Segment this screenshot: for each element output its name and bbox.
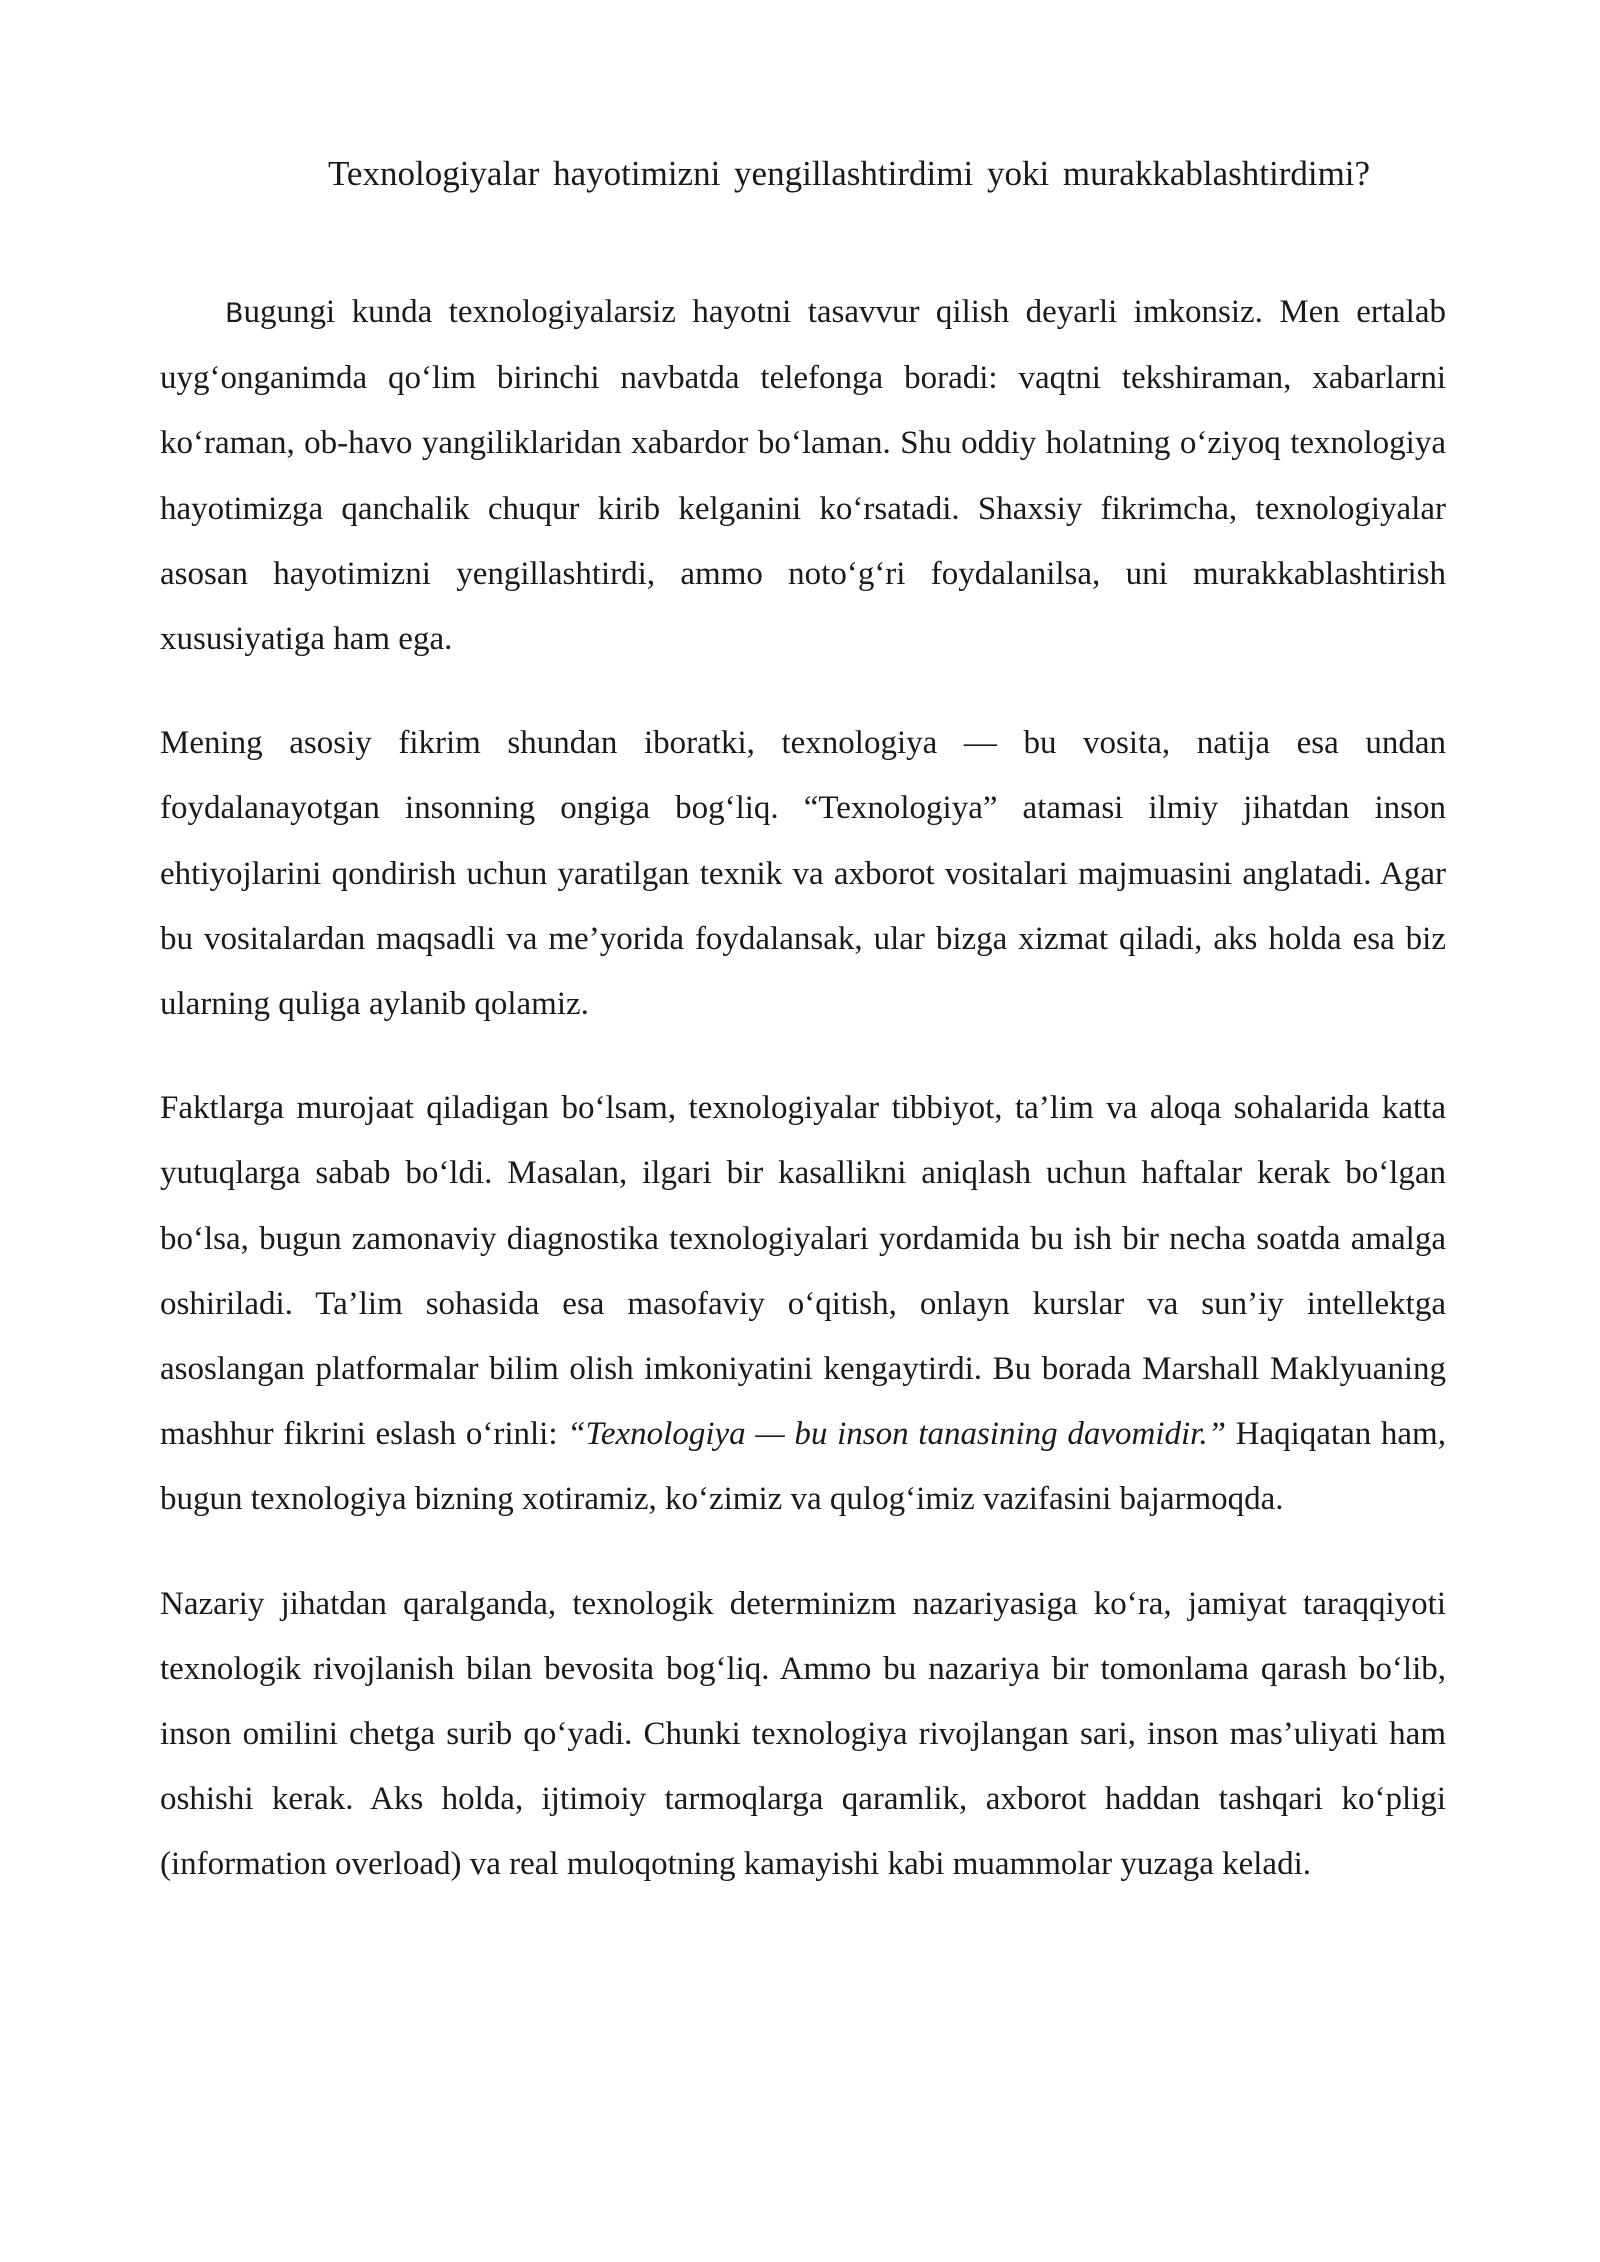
paragraph-3-text-after: Haqiqatan ham, bugun texnologiya bizning xotiramiz, ko‘zimiz va qulog‘imiz vazifasini bajarmoqda. — [160, 1416, 1446, 1518]
paragraph-3 — [160, 1076, 1446, 1532]
document-body — [160, 280, 1446, 1937]
paragraph-2-text: Mening asosiy fikrim shundan iboratki, texnologiya — bu vosita, natija esa undan foydalanayotgan insonning ongiga bog‘liq. “Texnologiya” atamasi ilmiy jihatdan inson ehtiyojlarini qondirish uchun yaratilgan texnik va axborot vositalari majmuasini anglatadi. Agar bu vositalardan maqsadli va me’yorida foydalansak, ular bizga xizmat qiladi, aks holda esa biz ularning quliga aylanib qolamiz. — [160, 725, 1446, 1023]
paragraph-1-initial: B — [225, 298, 244, 329]
paragraph-2 — [160, 711, 1446, 1037]
paragraph-1 — [160, 280, 1446, 672]
mcluhan-quote: “Texnologiya — bu inson tanasining davomidir.” — [567, 1416, 1226, 1453]
paragraph-3-text-before: Faktlarga murojaat qiladigan bo‘lsam, texnologiyalar tibbiyot, ta’lim va aloqa sohalarida katta yutuqlarga sabab bo‘ldi. Masalan, ilgari bir kasallikni aniqlash uchun haftalar kerak bo‘lgan bo‘lsa, bugun zamonaviy diagnostika texnologiyalari yordamida bu ish bir necha soatda amalga oshiriladi. Ta’lim sohasida esa masofaviy o‘qitish, onlayn kurslar va sun’iy intellektga asoslangan platformalar bilim olish imkoniyatini kengaytirdi. Bu borada Marshall Maklyuaning mashhur fikrini eslash o‘rinli: — [160, 1090, 1446, 1453]
paragraph-1-text: ugungi kunda texnologiyalarsiz hayotni tasavvur qilish deyarli imkonsiz. Men ertalab uyg‘onganimda qo‘lim birinchi navbatda telefonga boradi: vaqtni tekshiraman, xabarlarni ko‘raman, ob-havo yangiliklaridan xabardor bo‘laman. Shu oddiy holatning o‘ziyoq texnologiya hayotimizga qanchalik chuqur kirib kelganini ko‘rsatadi. Shaxsiy fikrimcha, texnologiyalar asosan hayotimizni yengillashtirdi, ammo noto‘g‘ri foydalanilsa, uni murakkablashtirish xususiyatiga ham ega. — [160, 294, 1446, 658]
document-title: Texnologiyalar hayotimizni yengillashtirdimi yoki murakkablashtirdimi? — [328, 154, 1371, 193]
paragraph-4 — [160, 1572, 1446, 1898]
paragraph-4-text: Nazariy jihatdan qaralganda, texnologik determinizm nazariyasiga ko‘ra, jamiyat taraqqiyoti texnologik rivojlanish bilan bevosita bog‘liq. Ammo bu nazariya bir tomonlama qarash bo‘lib, inson omilini chetga surib qo‘yadi. Chunki texnologiya rivojlangan sari, inson mas’uliyati ham oshishi kerak. Aks holda, ijtimoiy tarmoqlarga qaramlik, axborot haddan tashqari ko‘pligi (information overload) va real muloqotning kamayishi kabi muammolar yuzaga keladi. — [160, 1585, 1446, 1883]
